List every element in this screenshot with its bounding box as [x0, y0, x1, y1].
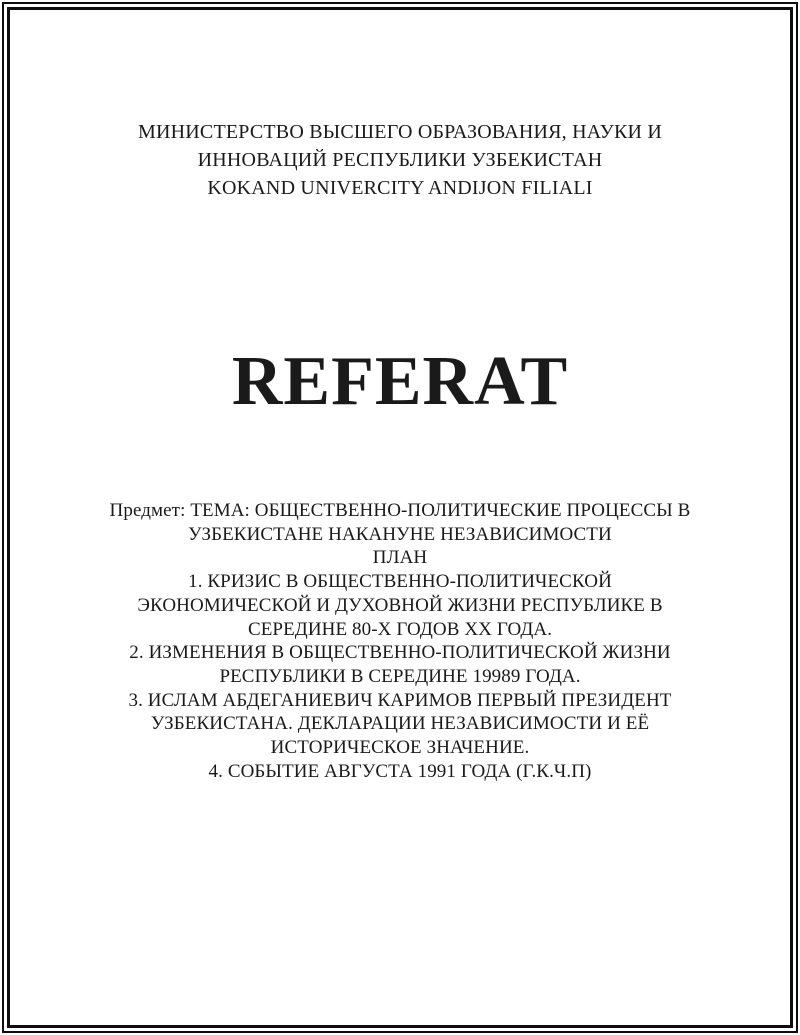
topic-line-1 — [70, 499, 730, 523]
ministry-header — [55, 118, 745, 202]
plan-item-3-line-3: ИСТОРИЧЕСКОЕ ЗНАЧЕНИЕ. — [270, 737, 530, 759]
plan-item-3-line-1: 3. ИСЛАМ АБДЕГАНИЕВИЧ КАРИМОВ ПЕРВЫЙ ПРЕЗИДЕНТ — [128, 689, 672, 711]
plan-item-2-line-2: РЕСПУБЛИКИ В СЕРЕДИНЕ 19989 ГОДА. — [219, 665, 581, 687]
plan-item-2-line-1: 2. ИЗМЕНЕНИЯ В ОБЩЕСТВЕННО-ПОЛИТИЧЕСКОЙ ЖИЗНИ — [129, 642, 671, 664]
document-title: REFERAT — [231, 343, 569, 420]
topic-plan-block — [70, 499, 730, 783]
plan-item-3-line-2: УЗБЕКИСТАНА. ДЕКЛАРАЦИИ НЕЗАВИСИМОСТИ И ЕЁ — [150, 713, 650, 735]
ministry-header-line-3: KOKAND UNIVERCITY ANDIJON FILIALI — [207, 177, 593, 199]
plan-item-1-line-1: 1. КРИЗИС В ОБЩЕСТВЕННО-ПОЛИТИЧЕСКОЙ — [188, 571, 612, 593]
ministry-header-line-1: МИНИСТЕРСТВО ВЫСШЕГО ОБРАЗОВАНИЯ, НАУКИ И — [138, 121, 662, 143]
plan-item-4-line-1: 4. СОБЫТИЕ АВГУСТА 1991 ГОДА (Г.К.Ч.П) — [208, 760, 592, 782]
subject-label: Предмет: — [109, 500, 186, 521]
topic-line-2: УЗБЕКИСТАНЕ НАКАНУНЕ НЕЗАВИСИМОСТИ — [188, 523, 612, 545]
plan-item-1-line-3: СЕРЕДИНЕ 80-Х ГОДОВ ХХ ГОДА. — [247, 618, 553, 640]
plan-heading: ПЛАН — [372, 547, 428, 569]
topic-line-1-text: ТЕМА: ОБЩЕСТВЕННО-ПОЛИТИЧЕСКИЕ ПРОЦЕССЫ В — [190, 500, 691, 521]
ministry-header-line-2: ИННОВАЦИЙ РЕСПУБЛИКИ УЗБЕКИСТАН — [197, 149, 603, 171]
plan-item-1-line-2: ЭКОНОМИЧЕСКОЙ И ДУХОВНОЙ ЖИЗНИ РЕСПУБЛИКЕ В — [137, 594, 663, 616]
